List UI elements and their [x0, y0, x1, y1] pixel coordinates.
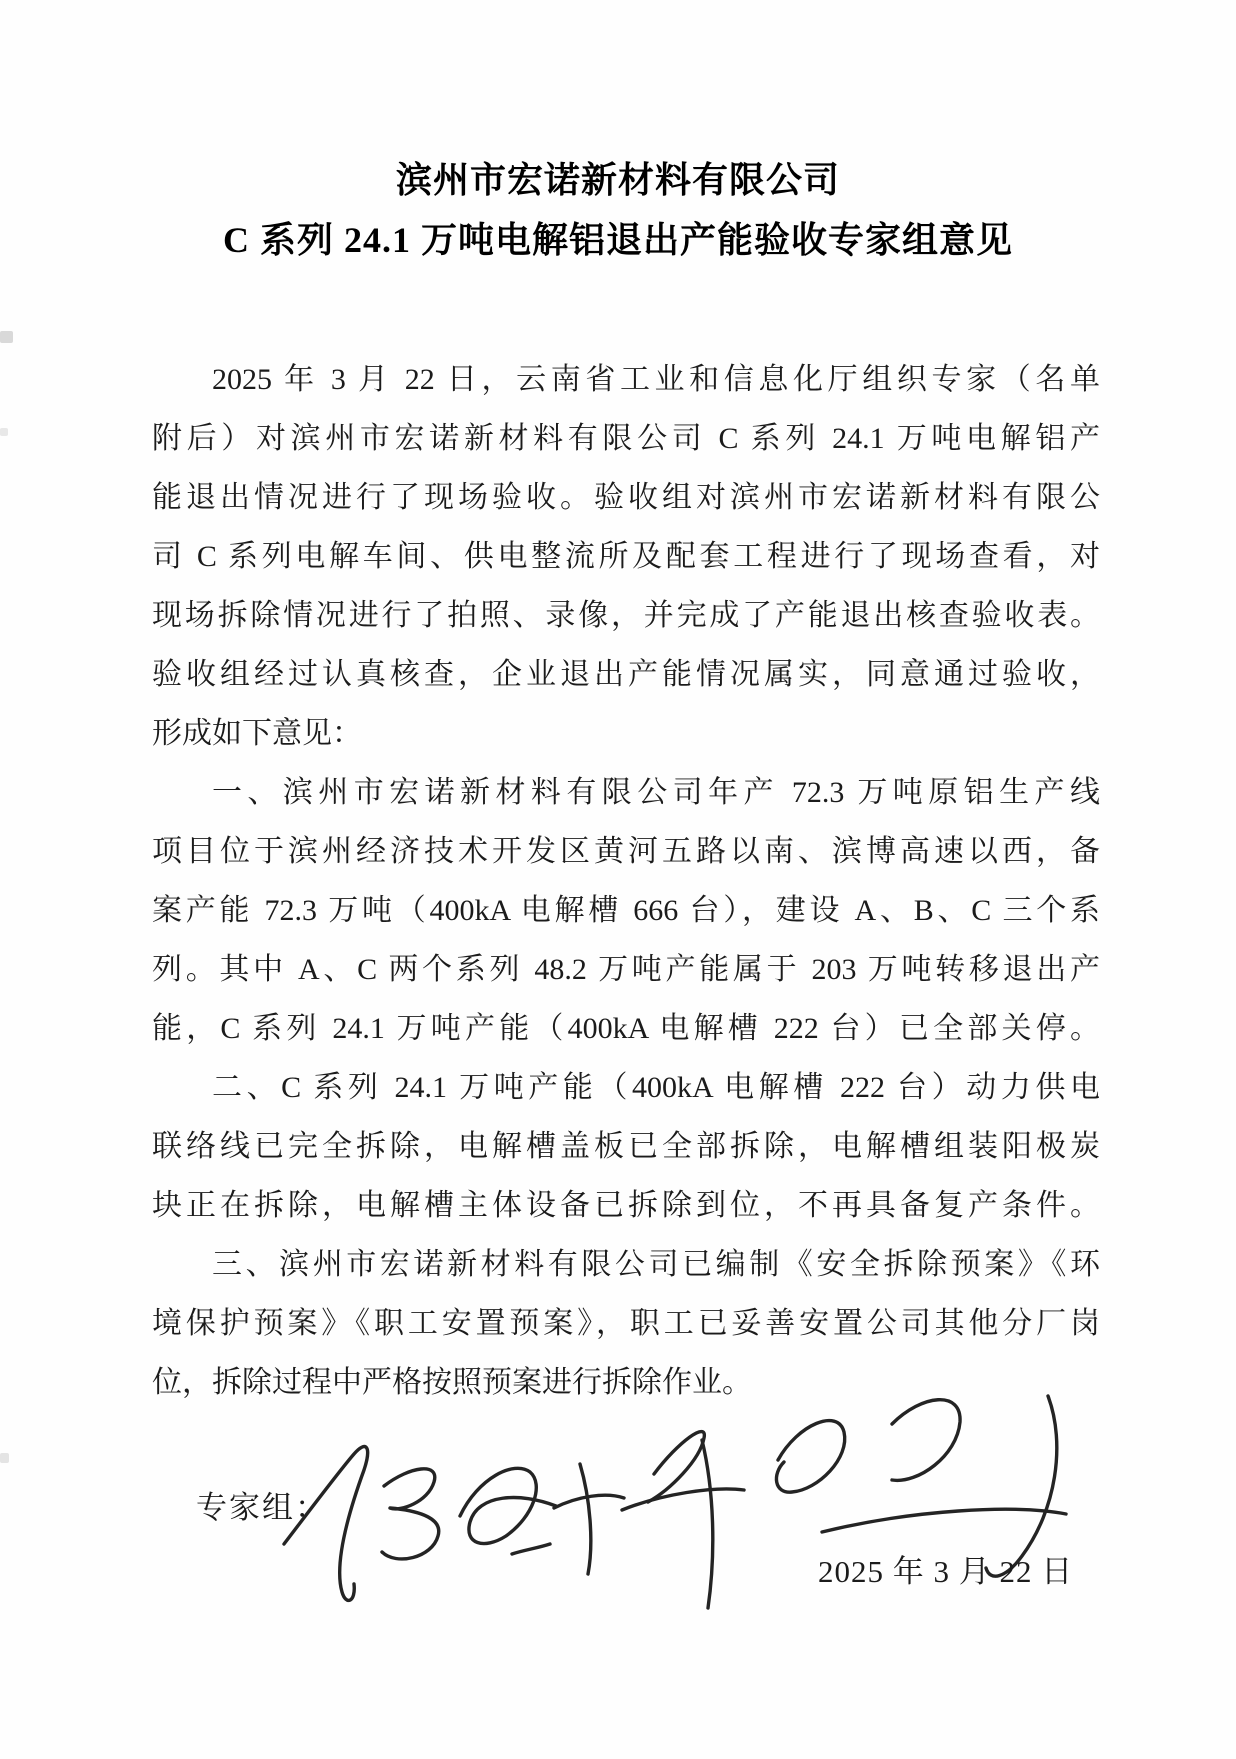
- body-line: 一、滨州市宏诺新材料有限公司年产 72.3 万吨原铝生产线: [212, 776, 1100, 809]
- handwritten-signatures: [262, 1382, 1122, 1644]
- body-line: 现场拆除情况进行了拍照、录像，并完成了产能退出核查验收表。: [152, 599, 1100, 632]
- body-line: 附后）对滨州市宏诺新材料有限公司 C 系列 24.1 万吨电解铝产: [152, 422, 1100, 455]
- body-line: 境保护预案》《职工安置预案》，职工已妥善安置公司其他分厂岗: [152, 1307, 1100, 1340]
- document-body: [152, 350, 1100, 1412]
- scan-artifact: [0, 1453, 9, 1463]
- body-line: 能，C 系列 24.1 万吨产能（400kA 电解槽 222 台）已全部关停。: [152, 1012, 1100, 1045]
- body-line: 位，拆除过程中严格按照预案进行拆除作业。: [152, 1366, 752, 1399]
- body-line: 司 C 系列电解车间、供电整流所及配套工程进行了现场查看，对: [152, 540, 1100, 573]
- body-line: 案产能 72.3 万吨（400kA 电解槽 666 台），建设 A、B、C 三个系: [152, 894, 1100, 927]
- body-line: 三、滨州市宏诺新材料有限公司已编制《安全拆除预案》《环: [212, 1248, 1100, 1281]
- body-line: 能退出情况进行了现场验收。验收组对滨州市宏诺新材料有限公: [152, 481, 1100, 514]
- body-line: 验收组经过认真核查，企业退出产能情况属实，同意通过验收，: [152, 658, 1100, 691]
- body-line: 形成如下意见：: [152, 717, 362, 750]
- scan-artifact: [0, 428, 8, 436]
- body-line: 联络线已完全拆除，电解槽盖板已全部拆除，电解槽组装阳极炭: [152, 1130, 1100, 1163]
- body-line: 二、C 系列 24.1 万吨产能（400kA 电解槽 222 台）动力供电: [212, 1071, 1100, 1104]
- document-title-line-2: C 系列 24.1 万吨电解铝退出产能验收专家组意见: [223, 220, 1013, 260]
- body-line: 列。其中 A、C 两个系列 48.2 万吨产能属于 203 万吨转移退出产: [152, 953, 1100, 986]
- expert-group-label: 专家组：: [196, 1490, 328, 1525]
- body-line: 2025 年 3 月 22 日，云南省工业和信息化厅组织专家（名单: [212, 363, 1100, 396]
- signature-1: [284, 1447, 624, 1601]
- body-line: 块正在拆除，电解槽主体设备已拆除到位，不再具备复产条件。: [152, 1189, 1100, 1222]
- document-title-line-1: 滨州市宏诺新材料有限公司: [395, 160, 840, 200]
- signature-date: 2025 年 3 月 22 日: [818, 1554, 1074, 1589]
- scan-artifact: [0, 331, 13, 343]
- document-header: [0, 0, 1236, 270]
- body-line: 项目位于滨州经济技术开发区黄河五路以南、滨博高速以西，备: [152, 835, 1100, 868]
